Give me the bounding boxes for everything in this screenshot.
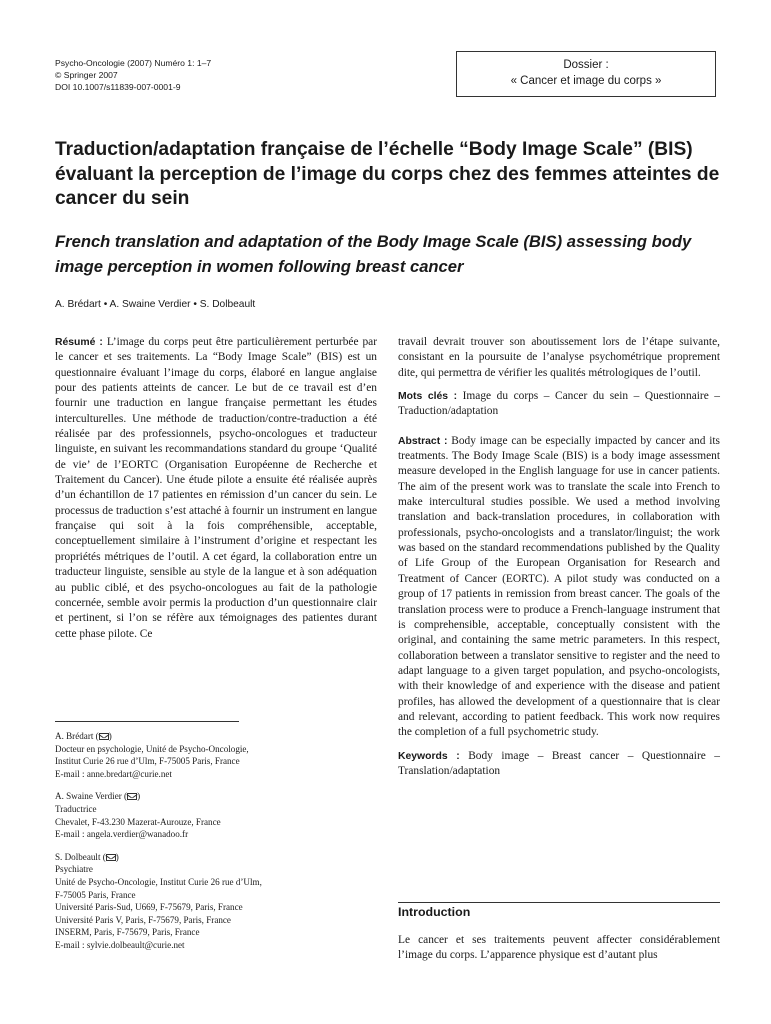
mots-cles-paragraph xyxy=(398,389,720,420)
envelope-icon xyxy=(127,793,137,800)
journal-doi: DOI 10.1007/s11839-007-0001-9 xyxy=(55,82,181,93)
introduction-text: Le cancer et ses traitements peuvent affecter considérablement l’image du corps. L’apparence physique est d’autant plus xyxy=(398,934,720,962)
abstract-paragraph xyxy=(398,434,720,741)
resume-paragraph xyxy=(55,335,377,642)
envelope-icon xyxy=(106,854,116,861)
dossier-box xyxy=(456,51,716,97)
mots-cles-label: Mots clés : xyxy=(398,391,458,403)
section-divider xyxy=(398,902,720,903)
mots-cles-text: Image du corps – Cancer du sein – Questionnaire – Traduction/adaptation xyxy=(398,390,720,418)
dossier-topic: « Cancer et image du corps » xyxy=(510,74,662,87)
dossier-label: Dossier : xyxy=(563,59,609,71)
resume-continuation: travail devrait trouver son aboutissement lors de l’étape suivante, consistant en la poursuite de l’analyse psychométrique proprement dite, qui permettra de vérifier les qualités métrologiques de l’outil. xyxy=(398,336,720,379)
footnote-author-3-line: Université Paris-Sud, U669, F-75679, Paris, France xyxy=(55,902,243,913)
footnote-author-2-email: E-mail : angela.verdier@wanadoo.fr xyxy=(55,829,189,840)
footnote-author-3-email: E-mail : sylvie.dolbeault@curie.net xyxy=(55,939,185,950)
footnote-author-3: S. Dolbeault ( ) Psychiatre Unité de Psycho-Oncologie, Institut Curie 26 rue d’Ulm, F-75005 Paris, France Université Paris-Sud, U669, F-75679, Paris, France Université Paris V, Paris, F-75679, Paris, France INSERM, Paris, F-75679, Paris, France E-mail : sylvie.dolbeault@curie.net xyxy=(55,851,377,952)
envelope-icon xyxy=(99,733,109,740)
footnote-author-2-line: Chevalet, F-43.230 Mazerat-Aurouze, France xyxy=(55,816,221,827)
keywords-text: Body image – Breast cancer – Questionnaire – Translation/adaptation xyxy=(398,749,720,777)
footnote-author-3-line: Unité de Psycho-Oncologie, Institut Curie 26 rue d’Ulm, xyxy=(55,876,262,887)
authors: A. Brédart • A. Swaine Verdier • S. Dolbeault xyxy=(55,299,256,310)
footnote-author-3-line: Psychiatre xyxy=(55,864,93,875)
footnote-author-3-line: Université Paris V, Paris, F-75679, Paris, France xyxy=(55,914,231,925)
keywords-paragraph xyxy=(398,749,720,780)
footnote-divider xyxy=(55,721,239,722)
abstract-label: Abstract : xyxy=(398,435,448,447)
journal-copyright: © Springer 2007 xyxy=(55,70,118,81)
footnote-author-2: A. Swaine Verdier ( ) Traductrice Chevalet, F-43.230 Mazerat-Aurouze, France E-mail : angela.verdier@wanadoo.fr xyxy=(55,790,377,840)
introduction-heading: Introduction xyxy=(398,905,471,919)
footnote-author-1-line: Docteur en psychologie, Unité de Psycho-Oncologie, xyxy=(55,743,249,754)
footnote-author-1: A. Brédart ( ) Docteur en psychologie, Unité de Psycho-Oncologie, Institut Curie 26 rue d’Ulm, F-75005 Paris, France E-mail : anne.bredart@curie.net xyxy=(55,730,377,780)
right-column xyxy=(398,335,720,779)
footnote-author-3-name: S. Dolbeault xyxy=(55,851,101,862)
footnote-author-2-name: A. Swaine Verdier xyxy=(55,791,122,802)
left-column xyxy=(55,335,377,642)
title-french: Traduction/adaptation française de l’échelle “Body Image Scale” (BIS) évaluant la perception de l’image du corps chez des femmes atteintes de cancer du sein xyxy=(55,139,720,209)
title-english: French translation and adaptation of the Body Image Scale (BIS) assessing body image perception in women following breast cancer xyxy=(55,232,692,276)
footnote-author-1-email: E-mail : anne.bredart@curie.net xyxy=(55,768,172,779)
footnote-author-3-line: INSERM, Paris, F-75679, Paris, France xyxy=(55,927,200,938)
footnote-author-1-name: A. Brédart xyxy=(55,731,94,741)
keywords-label: Keywords : xyxy=(398,750,460,762)
author-footnotes xyxy=(55,730,377,962)
footnote-author-2-line: Traductrice xyxy=(55,803,97,814)
journal-meta xyxy=(55,57,211,94)
abstract-text: Body image can be especially impacted by cancer and its treatments. The Body Image Scale (BIS) is a body image assessment measure developed in the English language for use in cancer patients. The aim of the present work was to translate the scale into French to make intercultural studies possible. We used a method involving translation and back-translation procedures, in collaboration with professionals, psycho-oncologists and a translator/linguist; the work was based on the standard recommendations published by the Quality of Life Group of the European Organisation for Research and Treatment of Cancer (EORTC). A pilot study was conducted on a group of 17 patients in remission from breast cancer. The goals of the translation process were to produce a French-language instrument that is comprehensible, acceptable, conceptually consistent with the original, and containing the same metric parameters. In this respect, collaboration between a translator sensitive to register and the need to adapt language to a given target population, and psycho-oncologists, with their knowledge of and experience with the disease and patient profiles, has allowed the development of a questionnaire that is clear and relevant, according to patient feedback. This work now requires the completion of a full psychometric study. xyxy=(398,434,720,739)
journal-citation: Psycho-Oncologie (2007) Numéro 1: 1–7 xyxy=(55,58,212,68)
resume-label: Résumé : xyxy=(55,337,103,348)
resume-text: L’image du corps peut être particulièrement perturbée par le cancer et ses traitements. La “Body Image Scale” (BIS) est un questionnaire évaluant l’image du corps, élaboré en langue anglaise pour des patients atteints de cancer. Le but de ce travail est d’en fournir une traduction en langue française permettant les études interculturelles. Une méthode de traduction/contre-traduction a été réalisée par des professionnels, psycho-oncologues et traducteur linguiste, en suivant les recommandations standard du groupe ‘Qualité de vie’ de l’EORTC (Organisation Européenne de Recherche et Traitement du Cancer). Une étude pilote a ensuite été réalisée auprès d’un échantillon de 17 patientes en rémission d’un cancer du sein. Le processus de traduction s’est attaché à fournir un instrument en langue française qui soit à la fois compréhensible, acceptable, conceptuellement similaire à l’instrument d’origine et respectant les propriétés métriques de l’outil. A cet égard, la collaboration entre un traducteur linguiste, sensible au style de la langue et à son adéquation au public ciblé, et des psycho-oncologues au fait de la pathologie concernée, semble avoir permis la production d’un questionnaire clair et pertinent, si l’on se réfère aux témoignages des patientes durant cette phase pilote. Ce xyxy=(55,336,377,640)
footnote-author-1-line: Institut Curie 26 rue d’Ulm, F-75005 Paris, France xyxy=(55,756,240,767)
footnote-author-3-line: F-75005 Paris, France xyxy=(55,889,136,900)
